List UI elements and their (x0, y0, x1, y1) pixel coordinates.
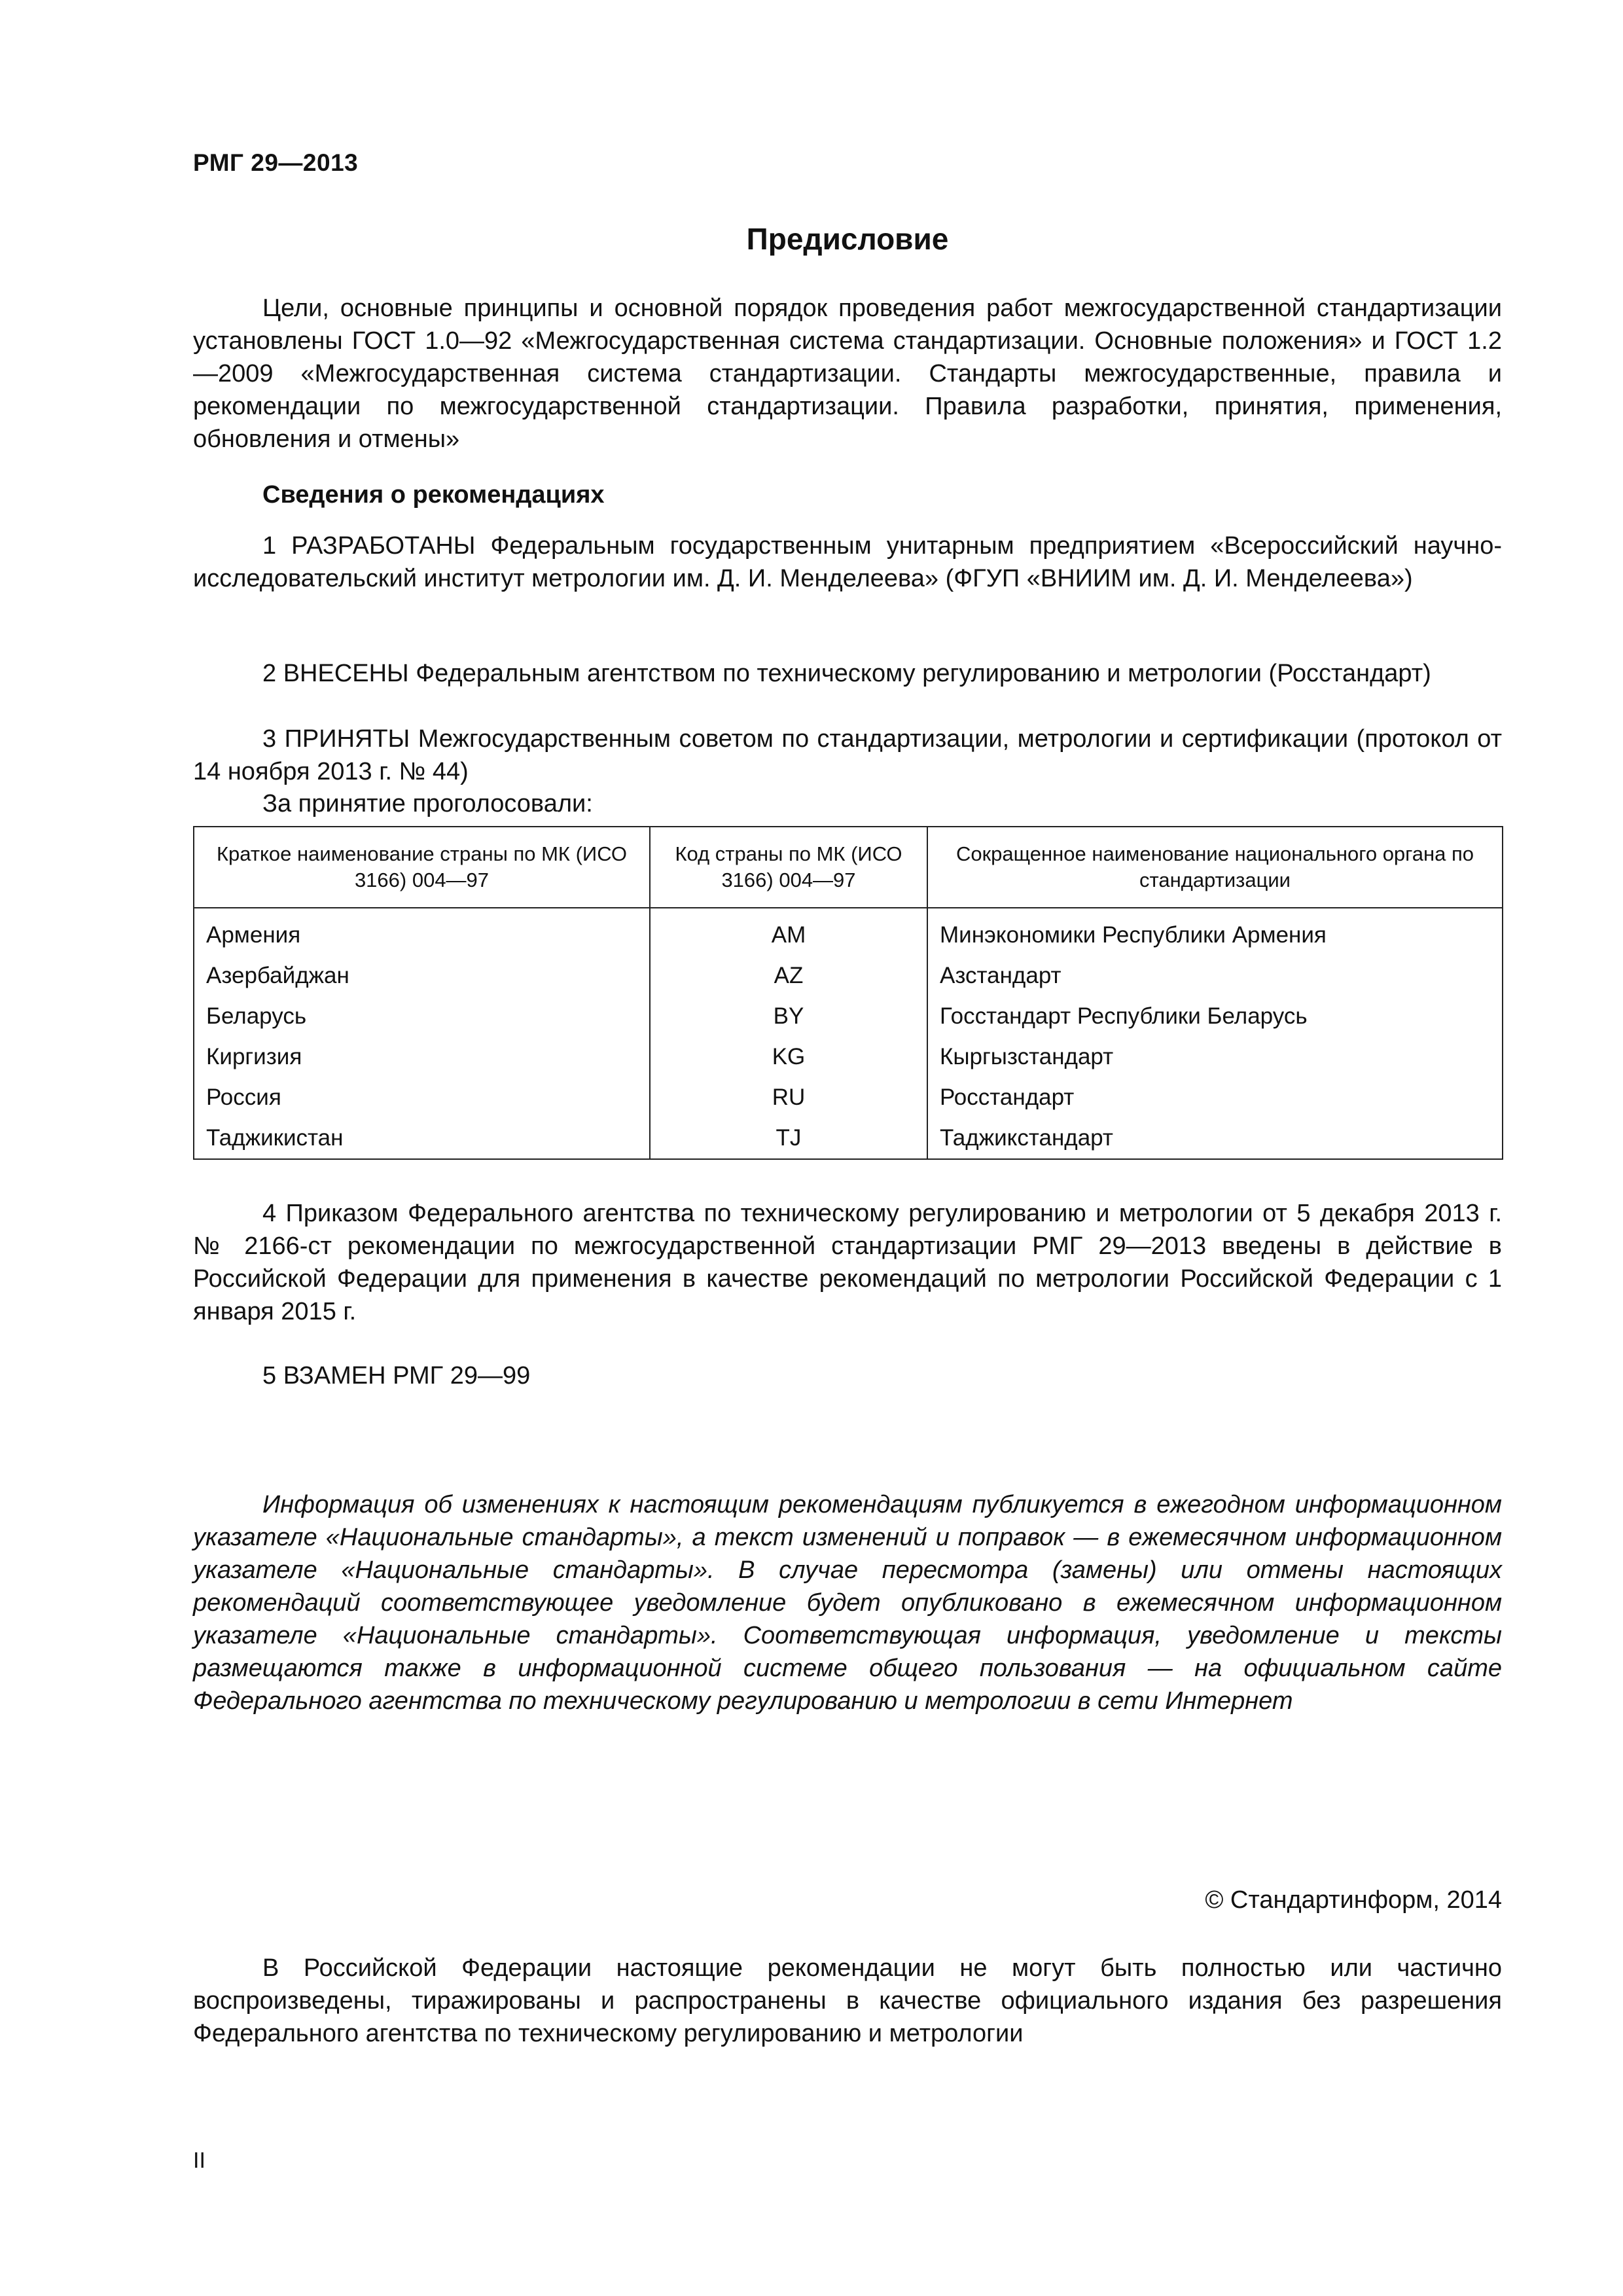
table-row (194, 996, 1503, 1037)
page-title: Предисловие (746, 222, 949, 256)
item-2-paragraph: 2 ВНЕСЕНЫ Федеральным агентством по техническому регулированию и метрологии (Росстандарт) (262, 660, 1431, 687)
page-number: II (193, 2148, 205, 2173)
column-header-standards-body: Сокращенное наименование национального органа по стандартизации (927, 827, 1503, 908)
item-3-paragraph: 3 ПРИНЯТЫ Межгосударственным советом по стандартизации, метрологии и сертификации (протокол от 14 ноября 2013 г. № 44) (193, 725, 1502, 785)
standards-body-cell: Минэкономики Республики Армения (927, 908, 1503, 956)
column-header-country: Краткое наименование страны по МК (ИСО 3166) 004—97 (194, 827, 650, 908)
standards-body-cell: Азстандарт (927, 956, 1503, 996)
code-cell: BY (650, 996, 927, 1037)
intro-paragraph: Цели, основные принципы и основной порядок проведения работ межгосударственной стандартизации установлены ГОСТ 1.0—92 «Межгосударственная система стандартизации. Основные положения» и ГОСТ 1.2—2009 «Межгосударственная система стандартизации. Стандарты межгосударственные, правила и рекомендации по межгосударственной стандартизации. Правила разработки, принятия, применения, обновления и отмены» (193, 295, 1502, 453)
table-row (194, 1077, 1503, 1118)
table-header-row (194, 827, 1503, 908)
code-cell: KG (650, 1037, 927, 1077)
table-row (194, 908, 1503, 956)
country-cell: Киргизия (194, 1037, 650, 1077)
code-cell: RU (650, 1077, 927, 1118)
item-1-paragraph: 1 РАЗРАБОТАНЫ Федеральным государственным унитарным предприятием «Всероссийский научно-исследовательский институт метрологии им. Д. И. Менделеева» (ФГУП «ВНИИМ им. Д. И. Менделеева») (193, 532, 1502, 592)
code-cell: AZ (650, 956, 927, 996)
document-code: РМГ 29—2013 (193, 149, 359, 176)
standards-body-cell: Госстандарт Республики Беларусь (927, 996, 1503, 1037)
country-cell: Армения (194, 908, 650, 956)
item-4-paragraph: 4 Приказом Федерального агентства по техническому регулированию и метрологии от 5 декабря 2013 г. № 2166-ст рекомендации по межгосударственной стандартизации РМГ 29—2013 введены в действие в Российской Федерации для применения в качестве рекомендаций по метрологии Российской Федерации с 1 января 2015 г. (193, 1200, 1502, 1325)
code-cell: AM (650, 908, 927, 956)
country-cell: Таджикистан (194, 1118, 650, 1159)
table-row (194, 956, 1503, 996)
column-header-code: Код страны по МК (ИСО 3166) 004—97 (650, 827, 927, 908)
section-heading: Сведения о рекомендациях (262, 481, 605, 509)
table-row (194, 1037, 1503, 1077)
standards-body-cell: Таджикстандарт (927, 1118, 1503, 1159)
copyright-notice: © Стандартинформ, 2014 (1205, 1886, 1502, 1914)
votes-intro: За принятие проголосовали: (262, 790, 593, 817)
country-cell: Россия (194, 1077, 650, 1118)
item-5-paragraph: 5 ВЗАМЕН РМГ 29—99 (262, 1362, 531, 1390)
reproduction-notice: В Российской Федерации настоящие рекомендации не могут быть полностью или частично воспроизведены, тиражированы и распространены в качестве официального издания без разрешения Федерального агентства по техническому регулированию и метрологии (193, 1954, 1502, 2047)
table-row (194, 1118, 1503, 1159)
country-cell: Беларусь (194, 996, 650, 1037)
code-cell: TJ (650, 1118, 927, 1159)
voting-countries-table (193, 826, 1503, 1160)
country-cell: Азербайджан (194, 956, 650, 996)
standards-body-cell: Кыргызстандарт (927, 1037, 1503, 1077)
amendments-notice: Информация об изменениях к настоящим рекомендациям публикуется в ежегодном информационном указателе «Национальные стандарты», а текст изменений и поправок — в ежемесячном информационном указателе «Национальные стандарты». В случае пересмотра (замены) или отмены настоящих рекомендаций соответствующее уведомление будет опубликовано в ежемесячном информационном указателе «Национальные стандарты». Соответствующая информация, уведомление и тексты размещаются также в информационной системе общего пользования — на официальном сайте Федерального агентства по техническому регулированию и метрологии в сети Интернет (193, 1491, 1502, 1715)
standards-body-cell: Росстандарт (927, 1077, 1503, 1118)
